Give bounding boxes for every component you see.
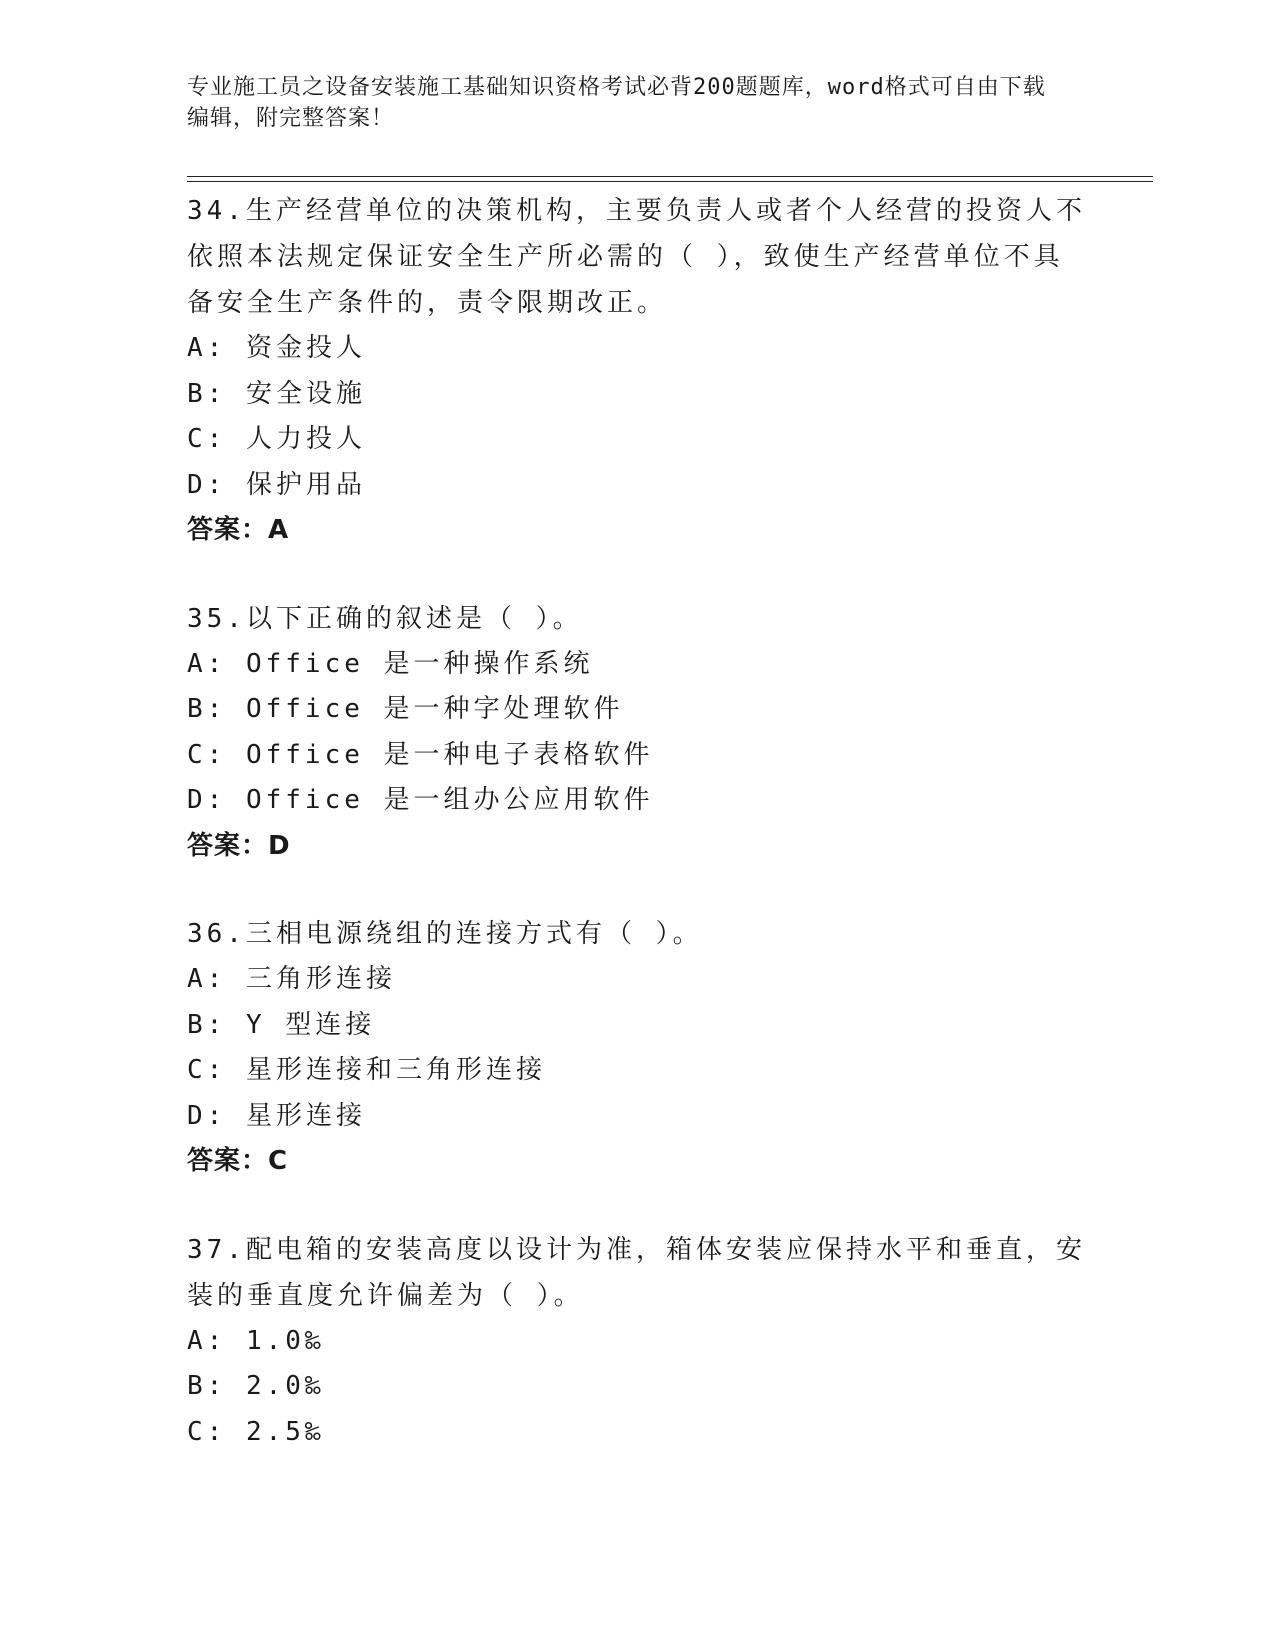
answer-label: 答案：A [187,515,290,545]
option-a: A: 资金投人 [187,333,366,363]
question-item [187,1227,1087,1456]
header-rule-top [187,176,1153,177]
option-b: B: Y 型连接 [187,1009,376,1040]
option-c: C: 2.5‰ [187,1416,325,1447]
question-text: 34.生产经营单位的决策机构，主要负责人或者个人经营的投资人不依照本法规定保证安全生产所必需的（ ），致使生产经营单位不具备安全生产条件的，责令限期改正。 [187,196,1086,318]
question-spacer [187,1185,1087,1227]
document-header: 专业施工员之设备安装施工基础知识资格考试必背200题题库，word格式可自由下载编辑，附完整答案！ [187,75,1046,131]
option-b: B: 2.0‰ [187,1371,325,1401]
option-a: A: Office 是一种操作系统 [187,648,594,679]
option-c: C: Office 是一种电子表格软件 [187,739,654,770]
question-text: 36.三相电源绕组的连接方式有（ ）。 [187,919,703,949]
question-item [187,911,1087,1185]
option-a: A: 1.0‰ [187,1325,325,1356]
question-spacer [187,869,1087,911]
option-d: D: Office 是一组办公应用软件 [187,785,654,815]
header-rule-bottom [187,181,1153,182]
option-d: D: 保护用品 [187,469,366,500]
question-text: 37.配电箱的安装高度以设计为准，箱体安装应保持水平和垂直，安装的垂直度允许偏差为（ ）。 [187,1234,1086,1311]
question-text: 35.以下正确的叙述是（ ）。 [187,603,583,634]
answer-label: 答案：D [187,830,291,861]
option-c: C: 人力投人 [187,424,366,454]
question-item [187,596,1087,870]
question-spacer [187,554,1087,596]
answer-label: 答案：C [187,1146,289,1176]
question-list [187,188,1087,1455]
option-a: A: 三角形连接 [187,964,396,994]
option-c: C: 星形连接和三角形连接 [187,1055,546,1085]
question-item [187,188,1087,554]
option-b: B: 安全设施 [187,378,366,409]
option-b: B: Office 是一种字处理软件 [187,694,624,724]
option-d: D: 星形连接 [187,1100,366,1131]
